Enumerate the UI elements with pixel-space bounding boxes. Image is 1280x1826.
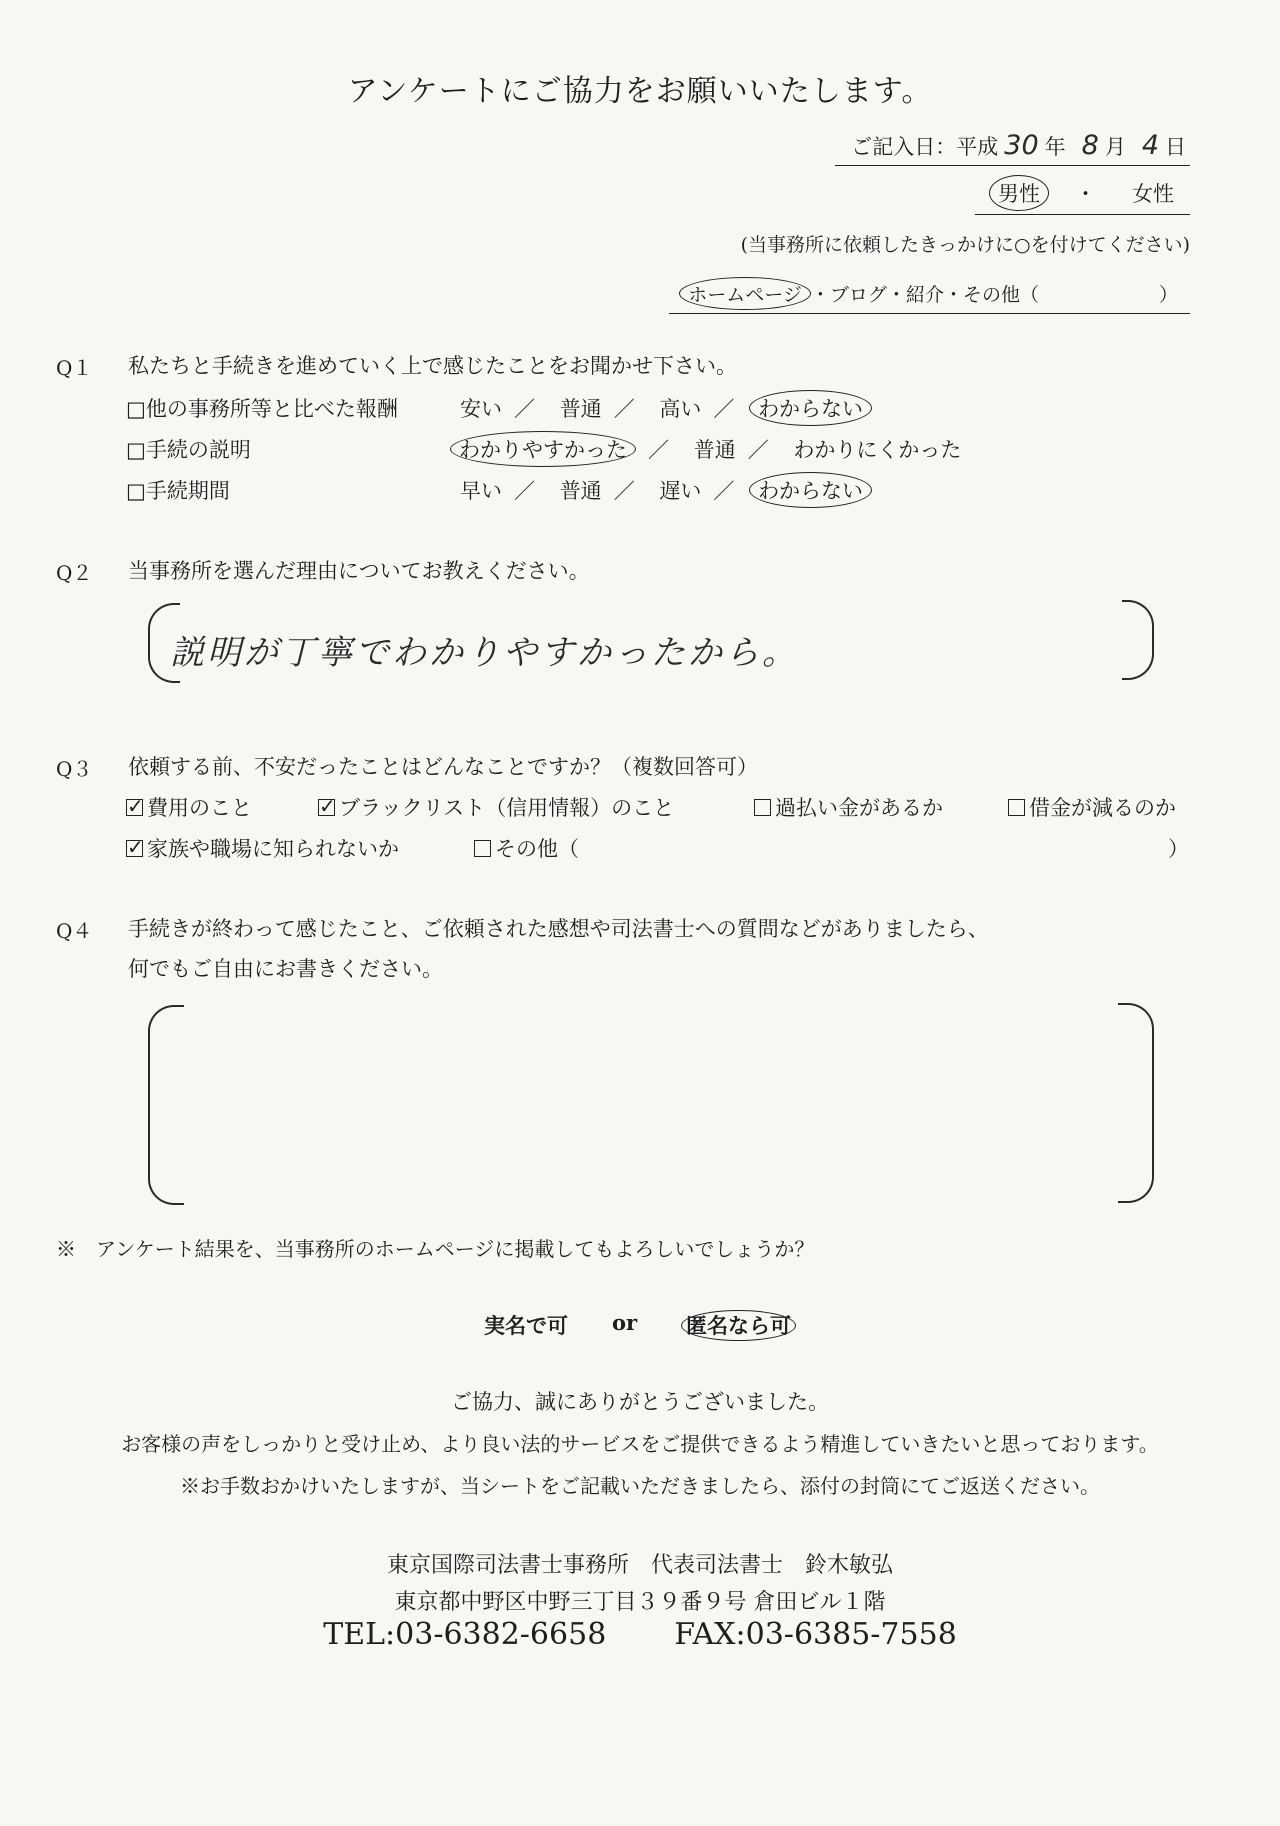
source-separator: ・ bbox=[886, 284, 906, 306]
date-year-unit: 年 bbox=[1044, 135, 1066, 159]
checkbox[interactable] bbox=[474, 840, 491, 857]
source-separator: ・ bbox=[943, 284, 963, 306]
date-day-unit: 日 bbox=[1165, 135, 1186, 159]
option-label: 費用のこと bbox=[147, 796, 252, 820]
checkbox[interactable] bbox=[126, 840, 143, 857]
office-fax: FAX:03-6385-7558 bbox=[674, 1617, 957, 1652]
publish-consent-question: ※ アンケート結果を、当事務所のホームページに掲載してもよろしいでしょうか？ bbox=[56, 1237, 815, 1261]
source-option-referral[interactable]: 紹介 bbox=[905, 284, 944, 306]
date-day[interactable]: 4 bbox=[1141, 130, 1159, 161]
q2-number: Q２ bbox=[56, 561, 93, 585]
source-separator: ・ bbox=[810, 284, 830, 306]
gender-option-male[interactable]: 男性 bbox=[989, 175, 1049, 211]
q3-option-debt-reduction[interactable] bbox=[1008, 792, 1176, 822]
gender-option-female[interactable]: 女性 bbox=[1132, 182, 1174, 206]
q1-item-explanation-label[interactable]: □手続の説明 bbox=[126, 438, 251, 462]
checkbox[interactable] bbox=[754, 799, 771, 816]
q3-text: 依頼する前、不安だったことはどんなことですか？（複数回答可） bbox=[128, 755, 758, 779]
date-year[interactable]: 30 bbox=[1004, 130, 1039, 161]
q3-option-cost[interactable] bbox=[126, 792, 252, 822]
q1-item-fee-label[interactable]: □他の事務所等と比べた報酬 bbox=[126, 397, 398, 421]
checkbox[interactable] bbox=[1008, 799, 1025, 816]
q4-number: Q４ bbox=[56, 919, 93, 943]
thanks-line-2: お客様の声をしっかりと受け止め、より良い法的サービスをご提供できるよう精進していきたいと思っております。 bbox=[121, 1432, 1159, 1456]
entry-date bbox=[835, 130, 1190, 166]
q1-item-period-label[interactable]: □手続期間 bbox=[126, 479, 230, 503]
q2-answer-bracket-right bbox=[1122, 600, 1154, 680]
option-normal[interactable]: 普通 bbox=[559, 397, 602, 421]
option-separator: ／ bbox=[747, 438, 769, 462]
q2-text: 当事務所を選んだ理由についてお教えください。 bbox=[128, 559, 590, 583]
consent-option-anonymous[interactable] bbox=[681, 1310, 796, 1340]
q4-text-line2: 何でもご自由にお書きください。 bbox=[128, 957, 443, 981]
source-other-blank[interactable] bbox=[1039, 280, 1159, 307]
option-normal[interactable]: 普通 bbox=[693, 438, 736, 462]
option-separator: ／ bbox=[613, 479, 635, 503]
q3-option-overpayment[interactable] bbox=[754, 792, 943, 822]
thanks-line-3: ※お手数おかけいたしますが、当シートをご記載いただきましたら、添付の封筒にてご返送ください。 bbox=[180, 1474, 1100, 1498]
option-expensive[interactable]: 高い bbox=[659, 397, 702, 421]
q3-option-blacklist[interactable] bbox=[318, 792, 674, 822]
q1-number: Q１ bbox=[56, 356, 93, 380]
option-separator: ／ bbox=[713, 397, 735, 421]
office-tel: TEL:03-6382-6658 bbox=[323, 1617, 607, 1652]
consent-or: or bbox=[611, 1310, 638, 1335]
gender-select bbox=[975, 178, 1190, 215]
option-label: その他（ bbox=[495, 837, 579, 861]
q4-answer-bracket-right bbox=[1118, 1003, 1154, 1203]
office-contact bbox=[0, 1617, 1280, 1652]
q3-other-close: ） bbox=[1168, 837, 1189, 861]
thanks-line-1: ご協力、誠にありがとうございました。 bbox=[451, 1390, 829, 1414]
option-separator: ／ bbox=[514, 397, 535, 421]
consent-option-anonymous-label: 匿名なら可 bbox=[681, 1310, 796, 1341]
q1-text: 私たちと手続きを進めていく上で感じたことをお聞かせ下さい。 bbox=[128, 354, 737, 378]
option-separator: ／ bbox=[514, 479, 535, 503]
checkbox[interactable] bbox=[126, 799, 143, 816]
option-label: 家族や職場に知られないか bbox=[147, 837, 399, 861]
q3-option-family-work[interactable] bbox=[126, 833, 399, 863]
option-slow[interactable]: 遅い bbox=[659, 479, 702, 503]
q3-number: Q３ bbox=[56, 757, 93, 781]
option-unknown[interactable]: わからない bbox=[749, 472, 872, 508]
q2-answer[interactable]: 説明が丁寧でわかりやすかったから。 bbox=[170, 633, 799, 673]
option-label: 過払い金があるか bbox=[775, 796, 943, 820]
option-normal[interactable]: 普通 bbox=[559, 479, 602, 503]
option-cheap[interactable]: 安い bbox=[460, 397, 502, 421]
option-unknown[interactable]: わからない bbox=[749, 390, 872, 426]
q1-item-period-options bbox=[460, 475, 884, 505]
option-separator: ／ bbox=[648, 438, 669, 462]
source-option-homepage[interactable]: ホームページ bbox=[679, 277, 811, 310]
checkbox[interactable] bbox=[318, 799, 335, 816]
source-note: (当事務所に依頼したきっかけに○を付けてください) bbox=[740, 234, 1190, 256]
date-month-unit: 月 bbox=[1104, 135, 1126, 159]
office-address: 東京都中野区中野三丁目３９番９号 倉田ビル１階 bbox=[394, 1590, 886, 1615]
q4-text-line1: 手続きが終わって感じたこと、ご依頼された感想や司法書士への質問などがありましたら、 bbox=[128, 917, 989, 941]
option-fast[interactable]: 早い bbox=[460, 479, 502, 503]
option-separator: ／ bbox=[613, 397, 635, 421]
option-label: 借金が減るのか bbox=[1029, 796, 1176, 820]
option-separator: ／ bbox=[713, 479, 735, 503]
source-select bbox=[669, 280, 1190, 314]
q1-item-explanation-options bbox=[460, 434, 973, 464]
q1-item-fee-options bbox=[460, 393, 884, 423]
source-option-other[interactable]: その他（ bbox=[962, 284, 1039, 306]
source-option-blog[interactable]: ブログ bbox=[829, 284, 887, 306]
option-easy[interactable]: わかりやすかった bbox=[450, 431, 636, 467]
q4-answer-bracket-left bbox=[148, 1005, 184, 1205]
office-name: 東京国際司法書士事務所 代表司法書士 鈴木敏弘 bbox=[386, 1553, 893, 1578]
source-other-close: ） bbox=[1158, 284, 1178, 306]
date-label: ご記入日：平成 bbox=[851, 135, 999, 159]
gender-separator: ・ bbox=[1075, 182, 1096, 206]
publish-consent-options bbox=[0, 1310, 1280, 1340]
option-label: ブラックリスト（信用情報）のこと bbox=[339, 796, 675, 820]
form-title: アンケートにご協力をお願いいたします。 bbox=[347, 74, 933, 109]
q3-option-other[interactable] bbox=[474, 833, 579, 863]
date-month[interactable]: 8 bbox=[1081, 130, 1099, 161]
consent-option-real-name[interactable]: 実名で可 bbox=[483, 1313, 568, 1338]
option-hard[interactable]: わかりにくかった bbox=[793, 438, 962, 462]
q4-answer-area[interactable] bbox=[190, 1010, 1110, 1196]
